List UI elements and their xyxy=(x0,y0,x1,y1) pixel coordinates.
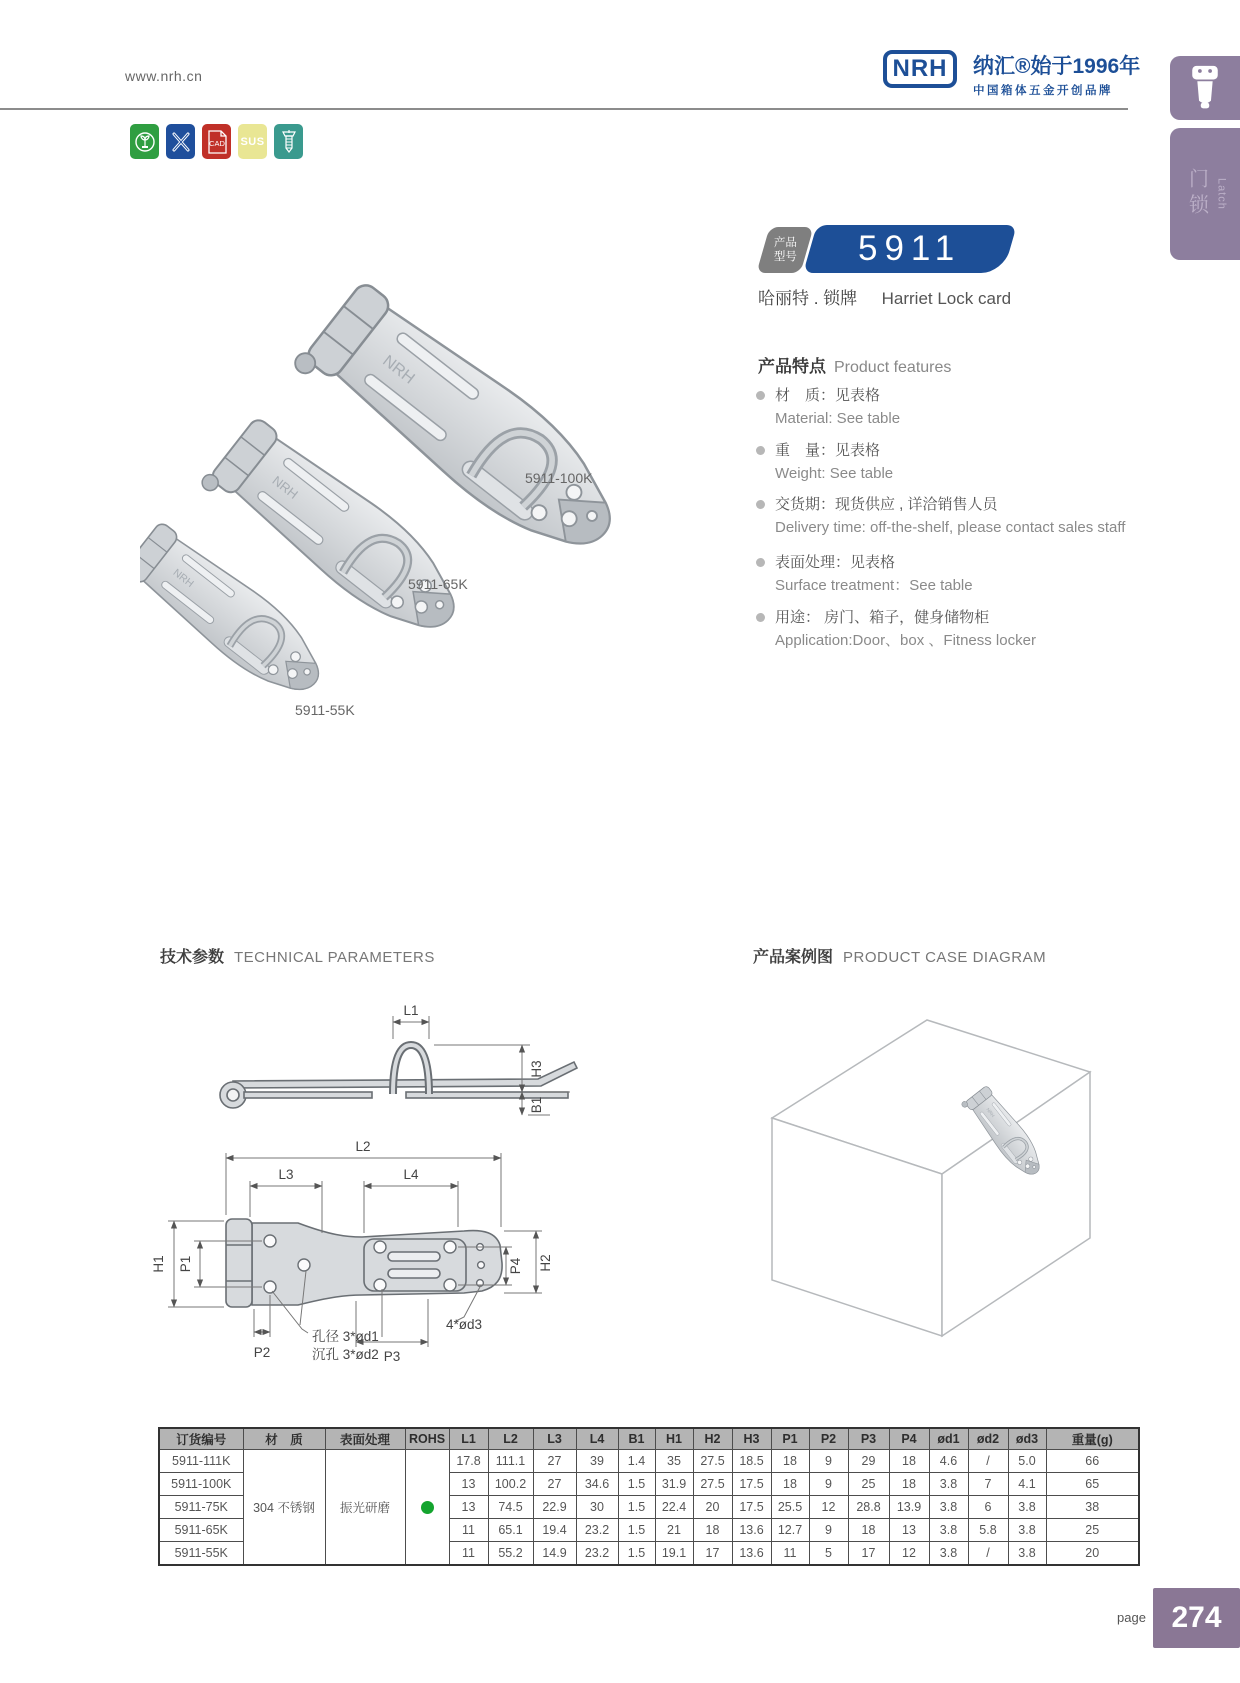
spec-value-cell: 4.6 xyxy=(929,1450,968,1473)
spec-value-cell: 9 xyxy=(809,1473,848,1496)
spec-value-cell: 18 xyxy=(889,1473,929,1496)
spec-value-cell: 65 xyxy=(1046,1473,1139,1496)
page-number: 274 xyxy=(1171,1601,1222,1634)
spec-value-cell: / xyxy=(968,1450,1008,1473)
tech-params-heading xyxy=(160,944,435,967)
spec-value-cell: 17.5 xyxy=(732,1473,771,1496)
spec-value-cell: 7 xyxy=(968,1473,1008,1496)
spec-value-cell: 13 xyxy=(449,1473,488,1496)
eco-icon xyxy=(130,124,159,159)
brand-tagline: 纳汇®始于1996年 xyxy=(973,55,1141,78)
spec-value-cell: 18.5 xyxy=(732,1450,771,1473)
header-divider xyxy=(0,108,1128,110)
table-header-cell: L2 xyxy=(488,1428,533,1450)
spec-value-cell: 3.8 xyxy=(929,1473,968,1496)
spec-value-cell: 30 xyxy=(576,1496,618,1519)
spec-value-cell: 25.5 xyxy=(771,1496,809,1519)
sidebar-category-icon-box xyxy=(1170,56,1240,120)
spec-value-cell: 66 xyxy=(1046,1450,1139,1473)
spec-value-cell: 20 xyxy=(1046,1542,1139,1566)
spec-value-cell: 38 xyxy=(1046,1496,1139,1519)
case-diagram xyxy=(752,998,1097,1338)
spec-value-cell: 19.4 xyxy=(533,1519,576,1542)
order-number-cell: 5911-100K xyxy=(159,1473,243,1496)
spec-value-cell: 17 xyxy=(693,1542,732,1566)
order-number-cell: 5911-65K xyxy=(159,1519,243,1542)
tech-params-zh: 技术参数 xyxy=(160,949,225,966)
feature-item xyxy=(756,384,1086,430)
product-name-zh: 哈丽特 . 锁牌 xyxy=(758,289,858,308)
features-title xyxy=(758,352,951,377)
spec-value-cell: 27 xyxy=(533,1450,576,1473)
spec-value-cell: 12 xyxy=(889,1542,929,1566)
model-ribbon xyxy=(803,225,1017,273)
dim-p3: P3 xyxy=(383,1349,401,1364)
table-row xyxy=(159,1450,1139,1473)
tools-icon xyxy=(166,124,195,159)
spec-value-cell: 18 xyxy=(771,1473,809,1496)
table-header-cell: L1 xyxy=(449,1428,488,1450)
spec-value-cell: 23.2 xyxy=(576,1519,618,1542)
spec-value-cell: 5 xyxy=(809,1542,848,1566)
spec-value-cell: 1.5 xyxy=(618,1542,655,1566)
spec-value-cell: 65.1 xyxy=(488,1519,533,1542)
table-header-row xyxy=(159,1428,1139,1450)
dim-b1: B1 xyxy=(529,1096,544,1114)
spec-value-cell: 27 xyxy=(533,1473,576,1496)
spec-value-cell: / xyxy=(968,1542,1008,1566)
product-photos: NRH xyxy=(140,230,720,770)
feature-zh: 材 质：见表格 xyxy=(756,384,1086,407)
spec-value-cell: 1.4 xyxy=(618,1450,655,1473)
spec-value-cell: 22.9 xyxy=(533,1496,576,1519)
table-header-cell: P4 xyxy=(889,1428,929,1450)
table-header-cell: P1 xyxy=(771,1428,809,1450)
case-diagram-zh: 产品案例图 xyxy=(753,949,834,966)
feature-item xyxy=(756,551,1086,597)
dim-p2: P2 xyxy=(253,1345,271,1360)
spec-value-cell: 27.5 xyxy=(693,1450,732,1473)
spec-value-cell: 11 xyxy=(449,1542,488,1566)
spec-value-cell: 35 xyxy=(655,1450,693,1473)
spec-value-cell: 18 xyxy=(771,1450,809,1473)
model-tag-line1: 产品 xyxy=(773,236,797,249)
spec-value-cell: 3.8 xyxy=(1008,1496,1046,1519)
dim-p1: P1 xyxy=(178,1255,193,1273)
spec-value-cell: 3.8 xyxy=(1008,1519,1046,1542)
tech-params-en: TECHNICAL PARAMETERS xyxy=(234,949,435,966)
spec-value-cell: 18 xyxy=(693,1519,732,1542)
spec-value-cell: 1.5 xyxy=(618,1496,655,1519)
dim-p4: P4 xyxy=(508,1257,523,1275)
spec-value-cell: 3.8 xyxy=(929,1496,968,1519)
technical-drawing xyxy=(150,985,590,1385)
feature-item xyxy=(756,493,1126,539)
spec-value-cell: 11 xyxy=(771,1542,809,1566)
spec-value-cell: 3.8 xyxy=(1008,1542,1046,1566)
spec-value-cell: 17 xyxy=(848,1542,889,1566)
spec-value-cell: 29 xyxy=(848,1450,889,1473)
spec-value-cell: 5.0 xyxy=(1008,1450,1046,1473)
spec-value-cell: 11 xyxy=(449,1519,488,1542)
table-header-cell: H2 xyxy=(693,1428,732,1450)
spec-value-cell: 18 xyxy=(848,1519,889,1542)
table-header-cell: 重量(g) xyxy=(1046,1428,1139,1450)
case-diagram-en: PRODUCT CASE DIAGRAM xyxy=(843,949,1047,966)
photo-label-100k: 5911-100K xyxy=(525,470,593,486)
note-d3: 4*ød3 xyxy=(446,1317,483,1332)
dim-l2: L2 xyxy=(355,1139,371,1154)
table-header-cell: ød3 xyxy=(1008,1428,1046,1450)
product-name-en: Harriet Lock card xyxy=(881,289,1012,308)
note-hole-d1: 孔径 3*ød1 xyxy=(312,1329,379,1344)
spec-value-cell: 19.1 xyxy=(655,1542,693,1566)
table-header-cell: 材 质 xyxy=(243,1428,325,1450)
dim-h1: H1 xyxy=(151,1255,166,1273)
spec-value-cell: 25 xyxy=(1046,1519,1139,1542)
table-header-cell: 订货编号 xyxy=(159,1428,243,1450)
rohs-green-dot xyxy=(421,1501,434,1514)
spec-value-cell: 28.8 xyxy=(848,1496,889,1519)
model-tag-line2: 型号 xyxy=(773,251,797,263)
spec-value-cell: 13 xyxy=(449,1496,488,1519)
model-number: 5911 xyxy=(858,229,962,268)
material-cell: 304 不锈钢 xyxy=(243,1450,325,1566)
table-header-cell: H1 xyxy=(655,1428,693,1450)
spec-value-cell: 5.8 xyxy=(968,1519,1008,1542)
spec-value-cell: 13 xyxy=(889,1519,929,1542)
product-name xyxy=(758,284,1011,309)
sus-icon: SUS xyxy=(238,124,267,159)
dim-h3: H3 xyxy=(529,1060,544,1078)
order-number-cell: 5911-55K xyxy=(159,1542,243,1566)
spec-table xyxy=(158,1427,1140,1566)
spec-value-cell: 1.5 xyxy=(618,1519,655,1542)
feature-en: Weight: See table xyxy=(775,465,894,482)
table-header-cell: 表面处理 xyxy=(325,1428,405,1450)
page-label: page xyxy=(1117,1610,1146,1625)
table-header-cell: P2 xyxy=(809,1428,848,1450)
feature-zh: 交货期：现货供应 , 详洽销售人员 xyxy=(756,493,1086,516)
features-title-zh: 产品特点 xyxy=(758,357,826,376)
spec-value-cell: 13.6 xyxy=(732,1542,771,1566)
spec-value-cell: 18 xyxy=(889,1450,929,1473)
spec-value-cell: 21 xyxy=(655,1519,693,1542)
spec-value-cell: 4.1 xyxy=(1008,1473,1046,1496)
table-header-cell: P3 xyxy=(848,1428,889,1450)
spec-value-cell: 12 xyxy=(809,1496,848,1519)
spec-value-cell: 34.6 xyxy=(576,1473,618,1496)
feature-en: Application:Door、box 、Fitness locker xyxy=(775,632,1036,649)
spec-value-cell: 20 xyxy=(693,1496,732,1519)
feature-en: Material: See table xyxy=(775,410,901,427)
spec-value-cell: 23.2 xyxy=(576,1542,618,1566)
table-header-cell: ROHS xyxy=(405,1428,449,1450)
feature-item xyxy=(756,606,1086,652)
spec-value-cell: 17.8 xyxy=(449,1450,488,1473)
dim-h2: H2 xyxy=(538,1254,553,1272)
spec-value-cell: 3.8 xyxy=(929,1519,968,1542)
spec-value-cell: 25 xyxy=(848,1473,889,1496)
features-title-en: Product features xyxy=(834,359,952,376)
spec-value-cell: 17.5 xyxy=(732,1496,771,1519)
spec-value-cell: 22.4 xyxy=(655,1496,693,1519)
cad-icon xyxy=(202,124,231,159)
spec-value-cell: 100.2 xyxy=(488,1473,533,1496)
brand-header xyxy=(883,50,1140,98)
order-number-cell: 5911-75K xyxy=(159,1496,243,1519)
surface-treatment-cell: 振光研磨 xyxy=(325,1450,405,1566)
table-header-cell: ød2 xyxy=(968,1428,1008,1450)
spec-value-cell: 27.5 xyxy=(693,1473,732,1496)
feature-en: Delivery time: off-the-shelf, please contact sales staff xyxy=(775,519,1126,536)
screw-icon xyxy=(274,124,303,159)
spec-value-cell: 74.5 xyxy=(488,1496,533,1519)
rohs-cell xyxy=(405,1450,449,1566)
svg-text:CAD: CAD xyxy=(208,138,225,148)
dim-l1: L1 xyxy=(403,1003,419,1018)
spec-value-cell: 6 xyxy=(968,1496,1008,1519)
category-label-zh: 门锁 xyxy=(1185,168,1208,220)
case-diagram-heading xyxy=(753,944,1046,967)
brand-subline: 中国箱体五金开创品牌 xyxy=(973,85,1113,97)
photo-label-55k: 5911-55K xyxy=(295,702,355,718)
website-url[interactable]: www.nrh.cn xyxy=(125,68,203,84)
table-header-cell: B1 xyxy=(618,1428,655,1450)
spec-value-cell: 9 xyxy=(809,1450,848,1473)
cert-badges xyxy=(130,124,303,159)
feature-zh: 用途： 房门、箱子，健身储物柜 xyxy=(756,606,1086,629)
page-number-box xyxy=(1153,1588,1240,1648)
feature-zh: 表面处理：见表格 xyxy=(756,551,1086,574)
table-header-cell: ød1 xyxy=(929,1428,968,1450)
nrh-logo xyxy=(883,50,957,88)
dim-l4: L4 xyxy=(403,1167,419,1182)
latch-icon xyxy=(1188,65,1222,111)
dim-l3: L3 xyxy=(278,1167,294,1182)
spec-value-cell: 14.9 xyxy=(533,1542,576,1566)
note-sink-d2: 沉孔 3*ød2 xyxy=(312,1347,379,1362)
spec-value-cell: 39 xyxy=(576,1450,618,1473)
category-label-en: Latch xyxy=(1215,178,1228,210)
table-header-cell: L3 xyxy=(533,1428,576,1450)
table-header-cell: L4 xyxy=(576,1428,618,1450)
spec-value-cell: 13.6 xyxy=(732,1519,771,1542)
sidebar-category-tab[interactable] xyxy=(1170,128,1240,260)
spec-value-cell: 12.7 xyxy=(771,1519,809,1542)
feature-zh: 重 量：见表格 xyxy=(756,439,1086,462)
spec-value-cell: 3.8 xyxy=(929,1542,968,1566)
spec-value-cell: 111.1 xyxy=(488,1450,533,1473)
feature-item xyxy=(756,439,1086,485)
order-number-cell: 5911-111K xyxy=(159,1450,243,1473)
table-header-cell: H3 xyxy=(732,1428,771,1450)
spec-value-cell: 13.9 xyxy=(889,1496,929,1519)
nrh-logo-text: NRH xyxy=(892,55,948,82)
spec-value-cell: 1.5 xyxy=(618,1473,655,1496)
photo-label-65k: 5911-65K xyxy=(408,576,468,592)
brand-text xyxy=(973,50,1140,98)
spec-value-cell: 9 xyxy=(809,1519,848,1542)
spec-value-cell: 31.9 xyxy=(655,1473,693,1496)
feature-en: Surface treatment：See table xyxy=(775,577,973,594)
spec-value-cell: 55.2 xyxy=(488,1542,533,1566)
